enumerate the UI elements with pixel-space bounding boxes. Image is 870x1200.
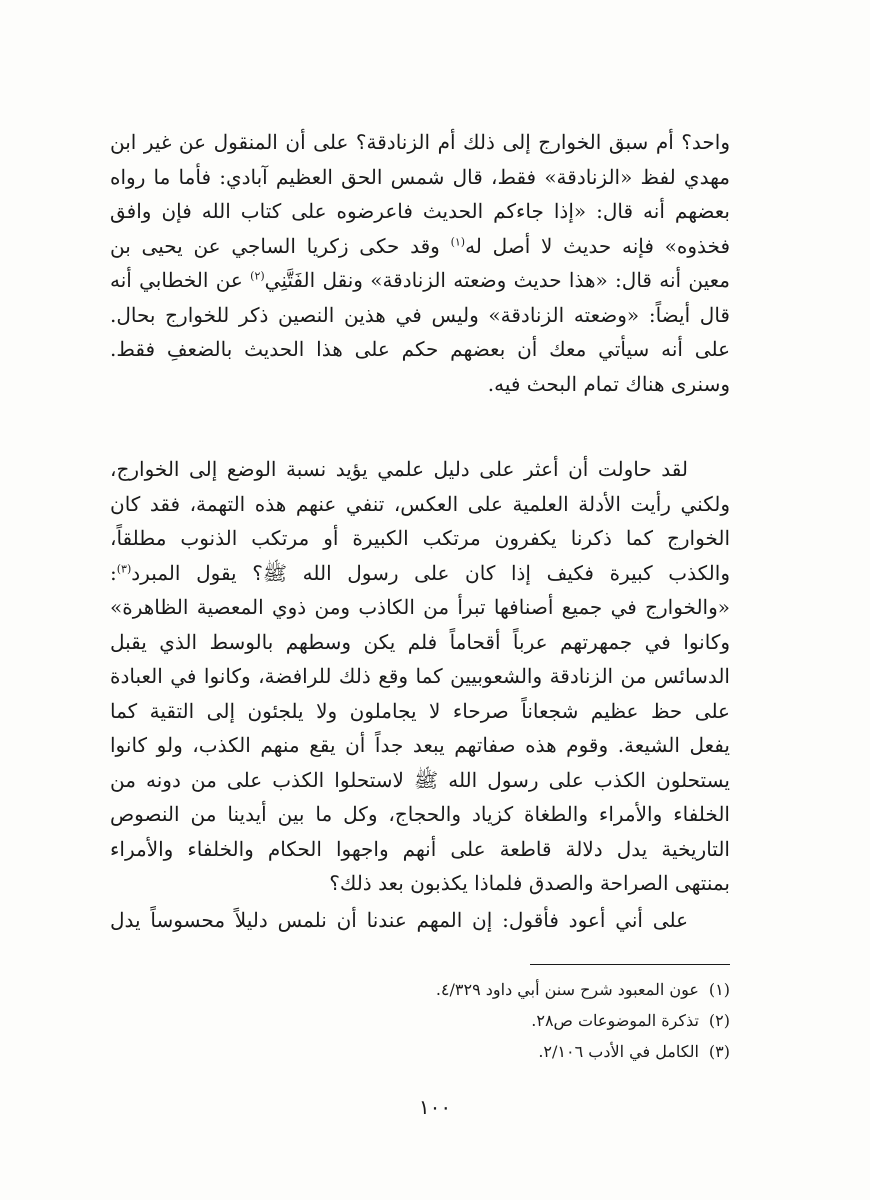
paragraph-1 — [110, 125, 730, 401]
footnote-ref-1: (١) — [450, 234, 466, 248]
text-line: بعضهم أنه قال: «إذا جاءكم الحديث فاعرضوه على كتاب الله فإن وافق — [110, 199, 730, 223]
footnote-text: عون المعبود شرح سنن أبي داود ٤/٣٢٩. — [435, 980, 699, 999]
footnote-text: الكامل في الأدب ٢/١٠٦. — [538, 1042, 699, 1061]
paragraph-2 — [110, 452, 730, 901]
text-line: التاريخية يدل دلالة قاطعة على أنهم واجهوا الحكام والخلفاء والأمراء — [110, 836, 730, 861]
text-segment: : — [110, 560, 117, 585]
footnote-separator — [530, 964, 730, 965]
text-segment: وقد حكى زكريا الساجي عن يحيى بن — [110, 233, 451, 258]
paragraph-3 — [110, 903, 730, 938]
text-line: على حظ عظيم شجعاناً صرحاء لا يجاملون ولا يلجئون إلى التقية كما — [110, 698, 730, 723]
text-line — [110, 229, 730, 264]
text-line: وسنرى هناك تمام البحث فيه. — [487, 371, 730, 396]
text-segment: معين أنه قال: «هذا حديث وضعته الزنادقة» ونقل الفَتَّنِي — [264, 268, 730, 292]
footnote-number: (٢) — [708, 1011, 730, 1030]
footnote-ref-2: (٢) — [250, 269, 265, 283]
footnote-ref-3: (٣) — [116, 561, 132, 575]
footnote-number: (١) — [708, 980, 730, 999]
text-line: على أنه سيأتي معك أن بعضهم حكم على هذا الحديث بالضعفِ فقط. — [110, 337, 730, 361]
text-line: واحد؟ أم سبق الخوارج إلى ذلك أم الزنادقة؟ على أن المنقول عن غير ابن — [110, 130, 730, 154]
text-line — [110, 556, 730, 591]
text-line: يستحلون الكذب على رسول الله ﷺ لاستحلوا الكذب على من دونه من — [110, 767, 730, 792]
text-line: بمنتهى الصراحة والصدق فلماذا يكذبون بعد ذلك؟ — [329, 871, 730, 895]
text-line — [110, 263, 730, 298]
footnote-1 — [110, 974, 730, 1005]
text-segment: فخذوه» فإنه حديث لا أصل له — [465, 233, 731, 258]
text-line: يفعل الشيعة. وقوم هذه صفاتهم يبعد جداً أن يقع منهم الكذب، ولو كانوا — [110, 733, 730, 757]
text-line: مهدي لفظ «الزنادقة» فقط، قال شمس الحق العظيم آبادي: فأما ما رواه — [110, 164, 730, 189]
page-number: ١٠٠ — [418, 1095, 452, 1119]
text-line: الخلفاء والأمراء والطغاة كزياد والحجاج، وكل ما بين أيدينا من النصوص — [110, 802, 730, 826]
footnote-text: تذكرة الموضوعات ص٢٨. — [531, 1011, 699, 1030]
text-segment: عن الخطابي أنه — [110, 268, 251, 292]
footnote-number: (٣) — [708, 1042, 730, 1061]
text-line: «والخوارج في جميع أصنافها تبرأ من الكاذب ومن ذوي المعصية الظاهرة» — [110, 595, 730, 619]
text-segment: والكذب كبيرة فكيف إذا كان على رسول الله ﷺ؟ يقول المبرد — [131, 560, 730, 585]
text-line: وكانوا في جمهرتهم عرباً أقحاماً فلم يكن وسطهم بالوسط الذي يقبل — [110, 629, 730, 654]
footnote-2 — [110, 1005, 730, 1036]
footnote-3 — [110, 1036, 730, 1067]
text-line: الدسائس من الزنادقة والشعوبيين كما وقع ذلك للرافضة، وكانوا في العبادة — [110, 664, 730, 688]
text-line: قال أيضاً: «وضعته الزنادقة» وليس في هذين النصين ذكر للخوارج بحال. — [110, 302, 730, 327]
text-line: لقد حاولت أن أعثر على دليل علمي يؤيد نسبة الوضع إلى الخوارج، — [110, 457, 688, 481]
text-line: الخوارج كما ذكرنا يكفرون مرتكب الكبيرة أو مرتكب الذنوب مطلقاً، — [110, 526, 730, 550]
footnotes — [110, 974, 730, 1067]
text-line: على أني أعود فأقول: إن المهم عندنا أن نلمس دليلاً محسوساً يدل — [110, 908, 689, 932]
text-line: ولكني رأيت الأدلة العلمية على العكس، تنفي عنهم هذه التهمة، فقد كان — [110, 491, 730, 516]
